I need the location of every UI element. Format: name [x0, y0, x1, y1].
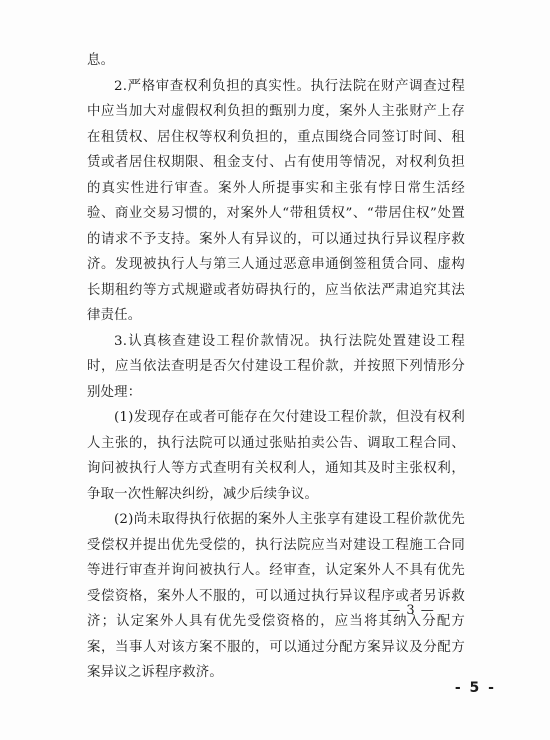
- inner-page-number: — 3 —: [387, 603, 435, 618]
- paragraph-sub-item-1: (1)发现存在或者可能存在欠付建设工程价款，但没有权利人主张的，执行法院可以通过张贴拍卖公告、调取工程合同、询问被执行人等方式查明有关权利人，通知其及时主张权利，争取一次性解决纠纷，减少后续争议。: [87, 410, 465, 502]
- paragraph-item-2: 2.严格审查权利负担的真实性。执行法院在财产调查过程中应当加大对虚假权利负担的甄别力度，案外人主张财产上存在租赁权、居住权等权利负担的，重点围绕合同签订时间、租赁或者居住权期限、租金支付、占有使用等情况，对权利负担的真实性进行审查。案外人所提事实和主张有悖日常生活经验、商业交易习惯的，对案外人“带租赁权”、“带居住权”处置的请求不予支持。案外人有异议的，可以通过执行异议程序救济。发现被执行人与第三人通过恶意串通倒签租赁合同、虚构长期租约等方式规避或者妨碍执行的，应当依法严肃追究其法律责任。: [87, 78, 465, 323]
- paragraph-sub-item-2: (2)尚未取得执行依据的案外人主张享有建设工程价款优先受偿权并提出优先受偿的，执行法院应当对建设工程施工合同等进行审查并询问被执行人。经审查，认定案外人不具有优先受偿资格，案外人不服的，可以通过执行异议程序或者另诉救济；认定案外人具有优先受偿资格的，应当将其纳入分配方案，当事人对该方案不服的，可以通过分配方案异议及分配方案异议之诉程序救济。: [87, 512, 465, 680]
- paragraph-continuation: 息。: [87, 53, 115, 68]
- document-body: [87, 48, 465, 686]
- paragraph-item-3: 3.认真核查建设工程价款情况。执行法院处置建设工程时，应当依法查明是否欠付建设工程价款，并按照下列情形分别处理：: [87, 333, 465, 400]
- outer-page-number: - 5 -: [454, 680, 496, 696]
